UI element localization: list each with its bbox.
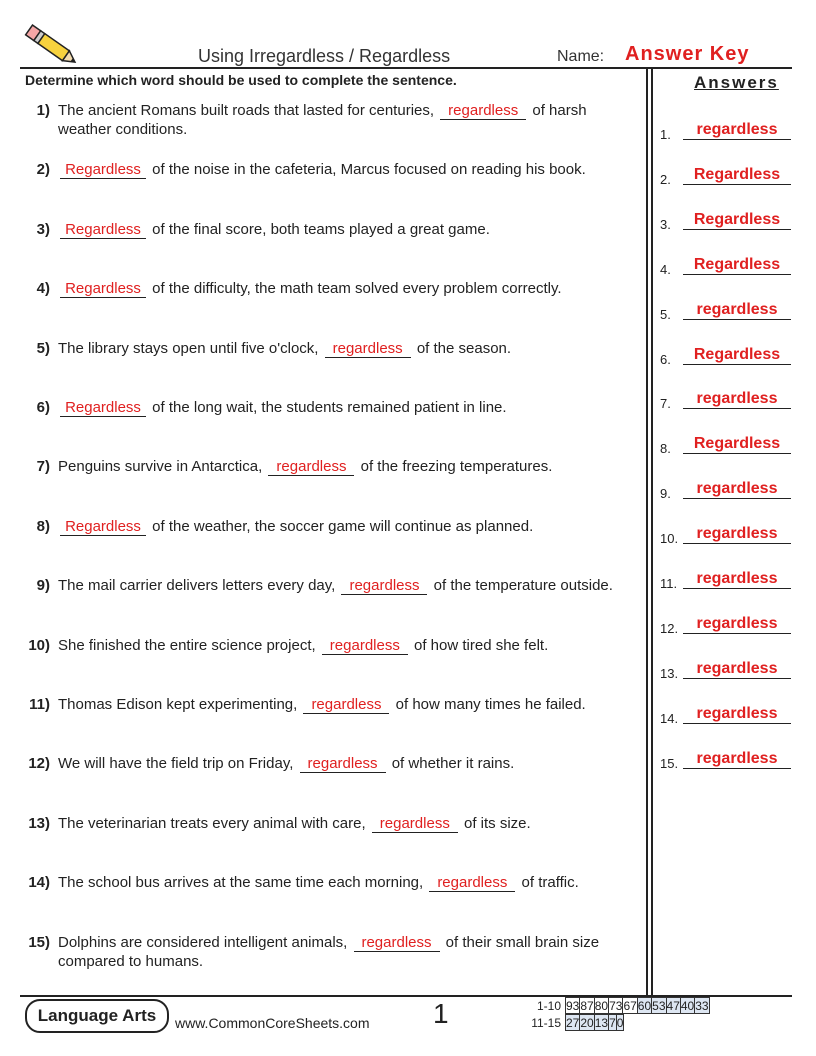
answer-blank: regardless <box>429 874 515 892</box>
score-cell: 27 <box>566 1015 580 1030</box>
question-number: 13) <box>28 814 50 832</box>
answer-blank: regardless <box>354 934 440 952</box>
question-number: 8) <box>36 517 50 535</box>
question-number: 4) <box>36 280 50 298</box>
answer-number: 11. <box>660 576 678 591</box>
score-cell: 67 <box>623 998 637 1013</box>
answer-blank: Regardless <box>60 518 146 536</box>
question-item <box>20 695 640 714</box>
answer-number: 9. <box>660 486 671 502</box>
question-item <box>20 101 640 139</box>
score-cell: 7 <box>609 1015 616 1030</box>
answer-blank: regardless <box>341 577 427 595</box>
answer-value: regardless <box>683 390 791 409</box>
answer-value: Regardless <box>683 435 791 454</box>
answer-number: 14. <box>660 710 679 726</box>
question-item <box>20 873 640 892</box>
answer-number: 3. <box>660 216 671 232</box>
answer-value: Regardless <box>683 256 791 275</box>
answer-number: 12. <box>660 620 679 636</box>
question-text: She finished the entire science project, regardless of how tired she felt. <box>58 636 549 654</box>
score-cell: 13 <box>594 1015 609 1030</box>
question-text: Regardless of the difficulty, the math team solved every problem correctly. <box>58 279 640 298</box>
answer-blank: regardless <box>303 696 389 714</box>
answer-blank: Regardless <box>60 221 146 239</box>
question-number: 5) <box>36 339 50 357</box>
score-cell: 53 <box>652 998 666 1013</box>
answer-value: regardless <box>683 705 791 724</box>
score-cell: 60 <box>637 998 652 1013</box>
answer-number: 2. <box>660 171 671 187</box>
question-text: The school bus arrives at the same time each morning, regardless of traffic. <box>58 874 579 892</box>
answer-value: regardless <box>683 570 791 589</box>
answer-item <box>660 749 795 769</box>
answer-item <box>660 345 795 365</box>
score-cell: 0 <box>616 1015 624 1030</box>
question-number: 10) <box>28 636 50 654</box>
question-text: The mail carrier delivers letters every day, regardless of the temperature outside. <box>58 577 613 595</box>
score-cell: 73 <box>609 998 623 1013</box>
question-number: 14) <box>28 874 50 892</box>
question-item <box>20 754 640 773</box>
question-number: 11) <box>29 696 50 713</box>
score-cell: 40 <box>680 998 695 1013</box>
question-item <box>20 220 640 239</box>
answer-value: regardless <box>683 121 791 140</box>
answer-item <box>660 524 795 547</box>
question-text: Regardless of the long wait, the students remained patient in line. <box>58 398 640 417</box>
score-cell: 47 <box>666 998 680 1013</box>
question-text: The library stays open until five o'clock, regardless of the season. <box>58 339 512 357</box>
answer-number: 1. <box>660 127 671 142</box>
question-text: Regardless of the final score, both teams played a great game. <box>58 220 640 239</box>
answer-key-label: Answer Key <box>625 43 750 65</box>
answer-blank: regardless <box>322 637 408 655</box>
answer-number: 10. <box>660 531 679 547</box>
question-text: Regardless of the weather, the soccer game will continue as planned. <box>58 517 640 536</box>
answer-item <box>660 704 795 724</box>
answer-number: 8. <box>660 441 671 457</box>
column-divider <box>651 68 653 995</box>
answer-item <box>660 479 795 502</box>
answer-number: 13. <box>660 665 679 681</box>
answer-number: 15. <box>660 755 679 771</box>
question-item <box>20 814 640 833</box>
answer-item <box>660 389 795 412</box>
answer-value: Regardless <box>683 211 791 230</box>
site-url: www.CommonCoreSheets.com <box>175 1015 370 1031</box>
answer-item <box>660 165 795 185</box>
question-item <box>20 636 640 655</box>
question-item <box>20 339 640 358</box>
answer-blank: regardless <box>300 755 386 773</box>
question-item <box>20 457 640 476</box>
pencil-icon <box>22 22 82 70</box>
subject-badge: Language Arts <box>25 999 169 1033</box>
answer-blank: regardless <box>325 340 411 358</box>
score-cell: 93 <box>566 998 580 1013</box>
answer-blank: Regardless <box>60 399 146 417</box>
question-item <box>20 160 640 179</box>
answers-heading: Answers <box>694 73 779 92</box>
answer-number: 7. <box>660 396 671 412</box>
question-text: We will have the field trip on Friday, regardless of whether it rains. <box>58 755 515 773</box>
answer-item <box>660 210 795 230</box>
score-cell: 20 <box>580 1015 594 1030</box>
question-number: 1) <box>36 102 50 119</box>
question-number: 15) <box>28 933 50 951</box>
score-cell: 87 <box>580 998 594 1013</box>
answer-value: regardless <box>683 615 791 634</box>
answer-value: regardless <box>683 301 791 320</box>
question-text: Penguins survive in Antarctica, regardless of the freezing temperatures. <box>58 458 553 476</box>
answer-blank: regardless <box>268 458 354 476</box>
score-row-label: 1-10 <box>536 999 561 1013</box>
question-item <box>20 933 640 971</box>
question-text: Regardless of the noise in the cafeteria, Marcus focused on reading his book. <box>58 160 640 179</box>
answer-item <box>660 434 795 457</box>
question-number: 6) <box>36 399 50 416</box>
answer-blank: regardless <box>440 102 526 120</box>
answer-value: Regardless <box>683 346 791 365</box>
answer-value: regardless <box>683 750 791 769</box>
score-row-label: 11-15 <box>531 1016 561 1030</box>
question-text: Thomas Edison kept experimenting, regardless of how many times he failed. <box>58 696 586 713</box>
top-rule <box>20 67 792 69</box>
answer-blank: regardless <box>372 815 458 833</box>
question-number: 9) <box>36 577 50 595</box>
answer-number: 5. <box>660 306 671 322</box>
question-number: 2) <box>36 161 50 179</box>
answer-value: regardless <box>683 480 791 499</box>
answer-value: Regardless <box>683 166 791 185</box>
answer-number: 4. <box>660 261 671 277</box>
page-title: Using Irregardless / Regardless <box>198 46 451 66</box>
answer-number: 6. <box>660 351 671 367</box>
question-text: The veterinarian treats every animal with care, regardless of its size. <box>58 814 531 832</box>
answer-blank: Regardless <box>60 280 146 298</box>
question-item <box>20 398 640 417</box>
answer-item <box>660 569 795 589</box>
score-cell: 80 <box>594 998 609 1013</box>
answer-item <box>660 300 795 320</box>
question-item <box>20 517 640 536</box>
name-label: Name: <box>557 48 605 65</box>
answer-value: regardless <box>683 660 791 679</box>
answer-blank: Regardless <box>60 161 146 179</box>
instructions: Determine which word should be used to complete the sentence. <box>25 72 457 88</box>
question-item <box>20 576 640 595</box>
question-item <box>20 279 640 298</box>
page-number: 1 <box>433 998 449 1029</box>
score-cell: 33 <box>695 998 709 1013</box>
answer-item <box>660 255 795 275</box>
question-text: Dolphins are considered intelligent animals, regardless of their small brain size compared to humans. <box>58 933 600 970</box>
column-divider <box>646 68 648 995</box>
answer-item <box>660 120 795 140</box>
question-number: 7) <box>36 458 50 476</box>
answer-value: regardless <box>683 525 791 544</box>
answer-item <box>660 614 795 634</box>
question-text: The ancient Romans built roads that lasted for centuries, regardless of harsh weather conditions. <box>58 102 587 138</box>
question-number: 12) <box>28 755 50 773</box>
question-number: 3) <box>36 220 50 238</box>
answer-item <box>660 659 795 679</box>
